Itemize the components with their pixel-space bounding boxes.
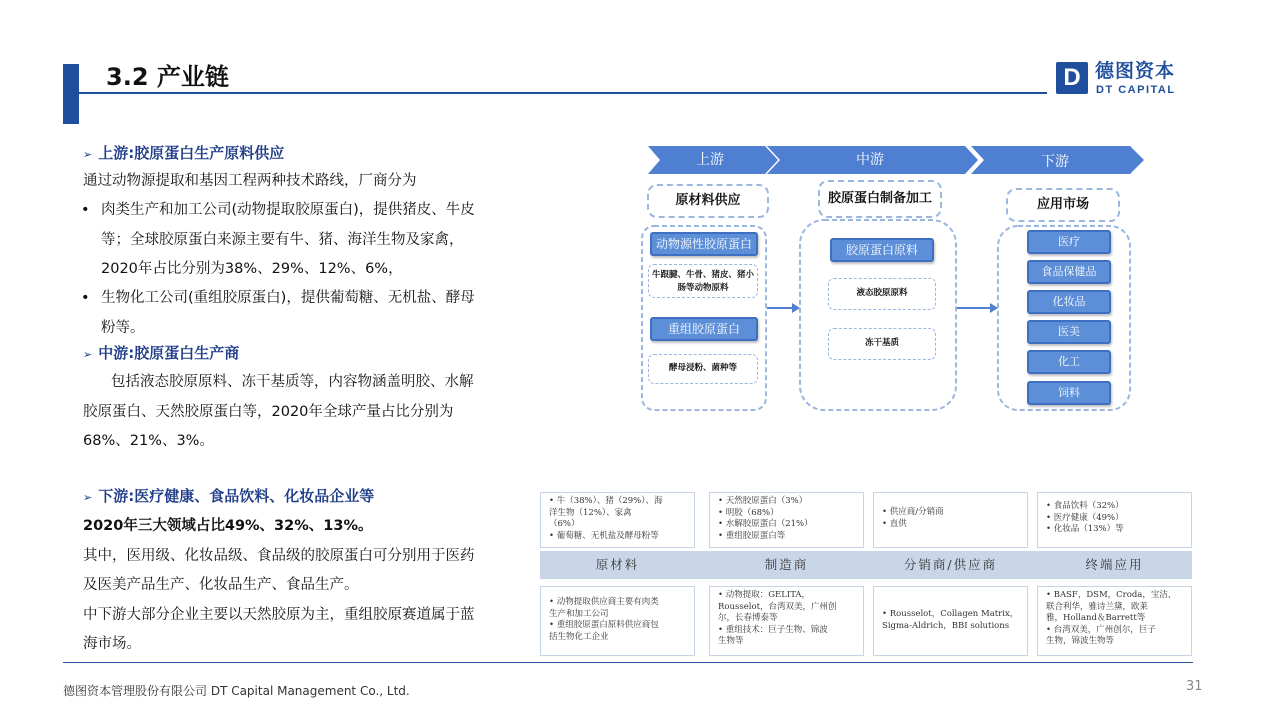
- cell-line: • 水解胶原蛋白（21%）: [718, 519, 813, 529]
- page-title: 3.2 产业链: [106, 63, 229, 91]
- upstream-item-yeast: 酵母浸粉、菌种等: [648, 354, 758, 384]
- upstream-title: 原材料供应: [647, 184, 769, 218]
- downstream-heading-text: 下游:医疗健康、食品饮料、化妆品企业等: [98, 487, 375, 505]
- midstream-item-raw: 胶原蛋白原料: [830, 238, 934, 262]
- title-divider: [79, 92, 1047, 94]
- downstream-body: [83, 512, 475, 660]
- cell-line: 生产和加工公司: [549, 608, 609, 619]
- arrow-head-1: [792, 303, 800, 313]
- midstream-item-freeze-dried: 冻干基质: [828, 328, 936, 360]
- stage-downstream: 下游: [1041, 154, 1069, 170]
- mid-line2: 胶原蛋白、天然胶原蛋白等，2020年全球产量占比分别为: [83, 403, 454, 420]
- cell-line: • 动物提取：GELITA，: [718, 590, 811, 600]
- arrow-bullet-icon: ➢: [83, 491, 93, 504]
- down-line3: 中下游大部分企业主要以天然胶原为主，重组胶原赛道属于蓝: [83, 606, 475, 623]
- logo-icon: D: [1056, 62, 1088, 94]
- mid-line3: 68%、21%、3%。: [83, 433, 214, 449]
- upstream-bullet-2: [81, 284, 475, 343]
- cell-line: • BASF，DSM，Croda，宝洁，: [1046, 590, 1177, 600]
- cell-line: 括生物化工企业: [549, 631, 609, 642]
- market-item-health-food: 食品保健品: [1027, 260, 1111, 284]
- cell-line: • 医疗健康（49%）: [1046, 512, 1124, 523]
- cell-line: • 化妆品（13%）等: [1046, 524, 1124, 534]
- table-bottom-cell-distributor: [873, 586, 1028, 656]
- upstream-heading-text: 上游:胶原蛋白生产原料供应: [98, 144, 285, 162]
- cell-line: 尔，长春博泰等: [718, 613, 778, 623]
- page-number: 31: [1186, 679, 1203, 694]
- band-label-distributor: 分销商/供应商: [903, 557, 998, 572]
- upstream-heading: [83, 139, 284, 170]
- cell-line: 洋生物（12%）、家禽: [549, 507, 632, 518]
- cell-line: Sigma-Aldrich，BBI solutions: [882, 620, 1010, 631]
- midstream-title: 胶原蛋白制备加工: [818, 180, 942, 218]
- bullet1-line1: 肉类生产和加工公司(动物提取胶原蛋白)，提供猪皮、牛皮: [101, 202, 475, 218]
- down-line2: 及医美产品生产、化妆品生产、食品生产。: [83, 577, 359, 593]
- midstream-body: [83, 368, 474, 457]
- upstream-item-animal-collagen: 动物源性胶原蛋白: [650, 232, 758, 256]
- table-bottom-cell-maker: [709, 586, 864, 656]
- table-top-cell-maker: [709, 492, 864, 548]
- band-label-raw: 原材料: [595, 557, 640, 572]
- midstream-heading: [83, 339, 239, 370]
- upstream-item-animal-materials: 牛跟腱、牛骨、猪皮、猪小肠等动物原料: [648, 264, 758, 298]
- cell-line: • 食品饮料（32%）: [1046, 501, 1124, 511]
- stage-midstream: 中游: [856, 152, 884, 168]
- market-item-medical: 医疗: [1027, 230, 1111, 254]
- downstream-title: 应用市场: [1006, 188, 1120, 222]
- table-bottom-cell-terminal: [1037, 586, 1192, 656]
- table-top-cell-distributor: [873, 492, 1028, 548]
- down-line1: 其中，医用级、化妆品级、食品级的胶原蛋白可分别用于医药: [83, 547, 475, 564]
- arrow-head-2: [990, 303, 998, 313]
- cell-line: • 直供: [882, 518, 907, 529]
- down-line4: 海市场。: [83, 636, 141, 652]
- midstream-heading-text: 中游:胶原蛋白生产商: [98, 344, 240, 362]
- cell-line: • 动物提取供应商主要有肉类: [549, 597, 659, 607]
- cell-line: 生物，锦波生物等: [1046, 636, 1115, 646]
- downstream-share: 2020年三大领域占比49%、32%、13%。: [83, 518, 373, 534]
- cell-line: Rousselot，台湾双美，广州创: [718, 601, 837, 612]
- band-label-terminal: 终端应用: [1085, 557, 1144, 572]
- bullet1-line2: 等；全球胶原蛋白来源主要有牛、猪、海洋生物及家禽，: [101, 231, 464, 248]
- cell-line: 联合利华，雅诗兰黛，欧莱: [1046, 601, 1149, 612]
- midstream-item-liquid: 液态胶原原料: [828, 278, 936, 310]
- cell-line: • 重组技术：巨子生物、锦波: [718, 624, 828, 635]
- upstream-intro: 通过动物源提取和基因工程两种技术路线，厂商分为: [83, 173, 417, 189]
- cell-line: • 天然胶原蛋白（3%）: [718, 496, 808, 506]
- cell-line: （6%）: [549, 519, 580, 529]
- logo-name-en: DT CAPITAL: [1096, 84, 1176, 96]
- bullet1-line3: 2020年占比分别为38%、29%、12%、6%，: [101, 261, 403, 277]
- logo-name-cn: 德图资本: [1095, 60, 1176, 82]
- footer-divider: [63, 662, 1193, 663]
- cell-line: • 台湾双美，广州创尔，巨子: [1046, 624, 1156, 635]
- cell-line: • 牛（38%）、猪（29%）、海: [549, 496, 663, 506]
- cell-line: • 供应商/分销商: [882, 507, 944, 517]
- bullet-dot-icon: •: [81, 202, 90, 218]
- cell-line: • 葡萄糖、无机盐及酵母粉等: [549, 530, 659, 541]
- arrow-bullet-icon: ➢: [83, 148, 93, 161]
- upstream-item-recombinant-collagen: 重组胶原蛋白: [650, 317, 758, 341]
- market-item-feed: 饲料: [1027, 381, 1111, 405]
- bullet-dot-icon: •: [81, 290, 90, 306]
- table-bottom-cell-raw: [540, 586, 695, 656]
- bullet2-line2: 粉等。: [101, 319, 145, 336]
- downstream-heading: [83, 482, 374, 513]
- stage-upstream: 上游: [696, 152, 724, 168]
- cell-line: 生物等: [718, 636, 744, 646]
- market-item-chemical: 化工: [1027, 350, 1111, 374]
- arrow-bullet-icon: ➢: [83, 348, 93, 361]
- cell-line: 雅，Holland＆Barrett等: [1046, 613, 1146, 623]
- market-item-cosmetics: 化妆品: [1027, 290, 1111, 314]
- table-top-cell-terminal: [1037, 492, 1192, 548]
- table-top-cell-raw: [540, 492, 695, 548]
- cell-line: • 重组胶原蛋白原料供应商包: [549, 620, 659, 630]
- band-label-maker: 制造商: [764, 557, 809, 572]
- market-item-medical-aesthetics: 医美: [1027, 320, 1111, 344]
- footer-company: 德图资本管理股份有限公司 DT Capital Management Co., Ltd.: [63, 684, 410, 698]
- title-accent-bar: [63, 64, 79, 124]
- bullet2-line1: 生物化工公司(重组胶原蛋白)，提供葡萄糖、无机盐、酵母: [101, 290, 475, 306]
- cell-line: • 重组胶原蛋白等: [718, 530, 786, 541]
- cell-line: • Rousselot，Collagen Matrix，: [882, 609, 1019, 619]
- mid-line1: 包括液态胶原原料、冻干基质等，内容物涵盖明胶、水解: [111, 374, 474, 390]
- cell-line: • 明胶（68%）: [718, 507, 779, 518]
- upstream-bullet-1: [81, 196, 475, 285]
